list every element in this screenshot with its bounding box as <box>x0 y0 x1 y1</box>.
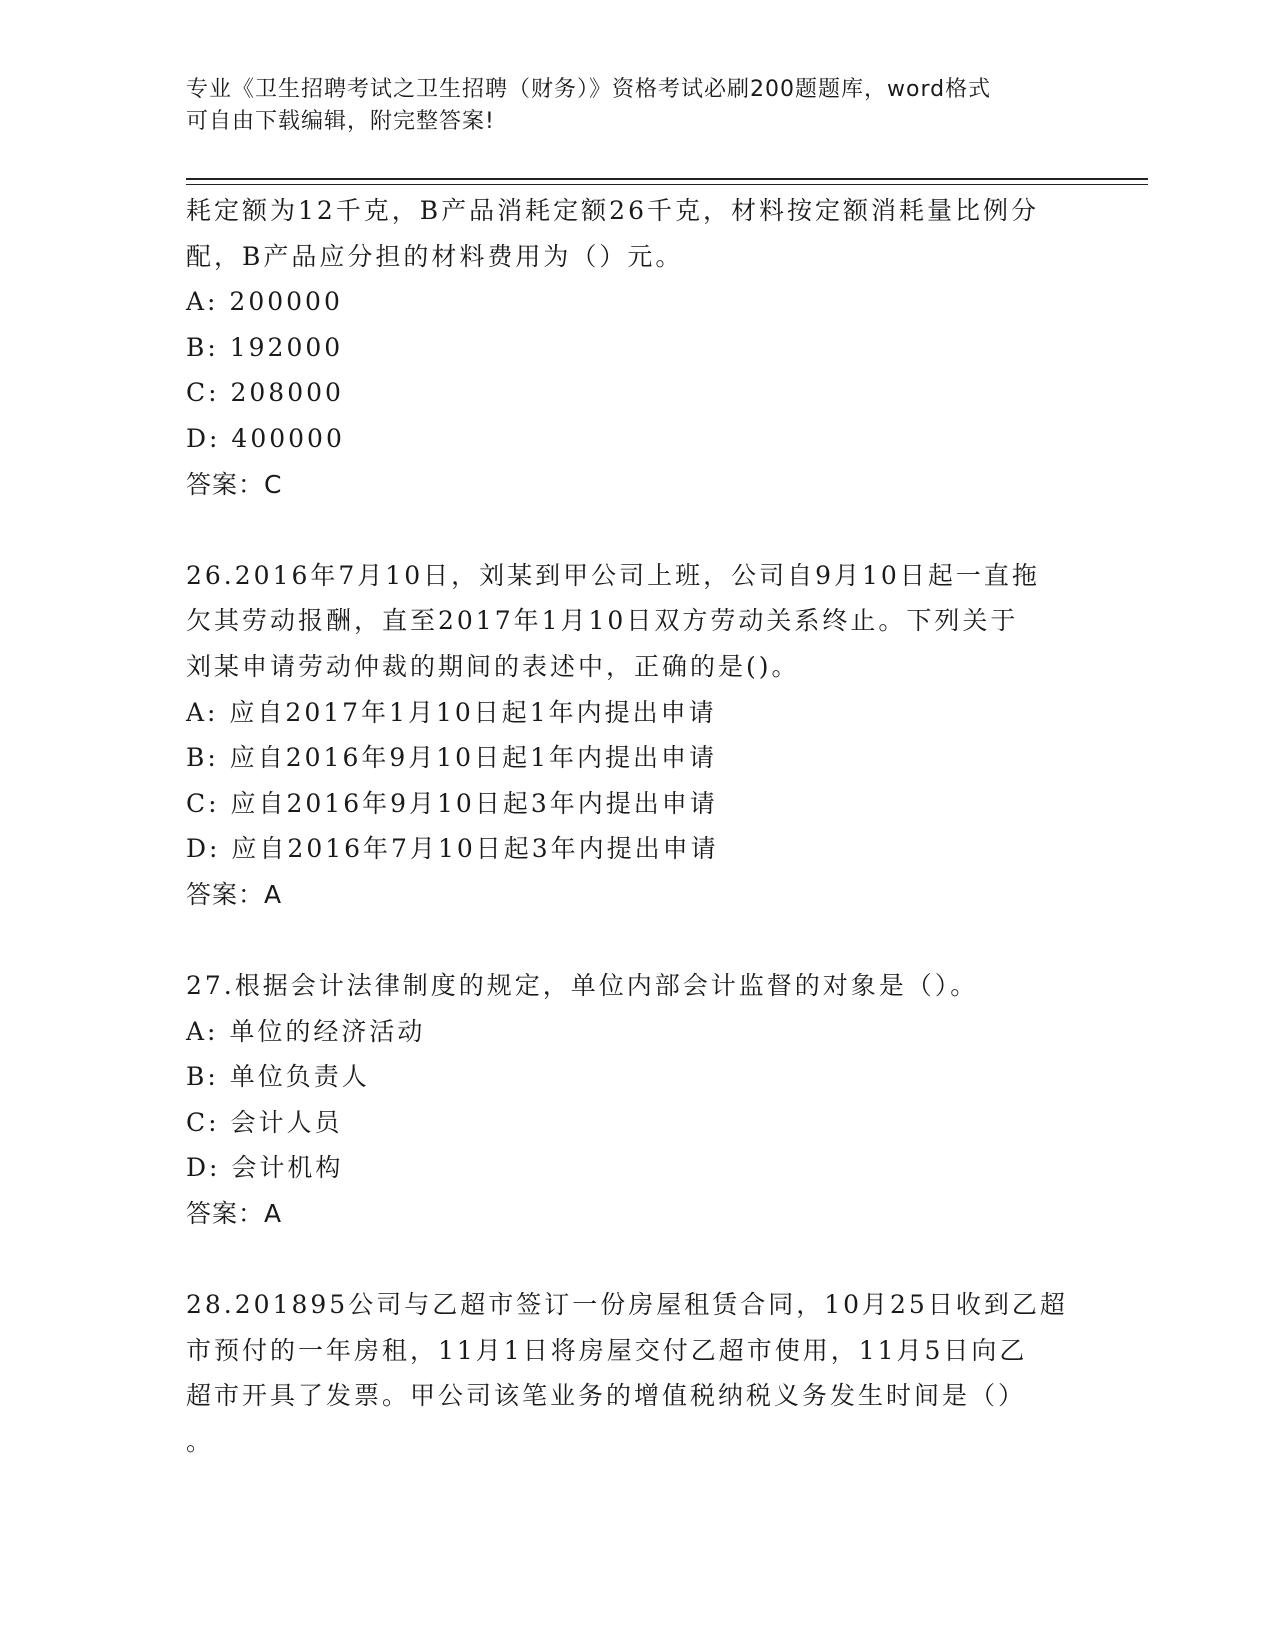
question-stem: 刘某申请劳动仲裁的期间的表述中，正确的是()。 <box>186 651 800 681</box>
option-d: D: 会计机构 <box>186 1153 344 1183</box>
spacer <box>186 507 1086 553</box>
answer: 答案：A <box>186 879 283 909</box>
question-28 <box>186 1282 1086 1464</box>
question-stem: 欠其劳动报酬，直至2017年1月10日双方劳动关系终止。下列关于 <box>186 606 1019 636</box>
header-line-2: 可自由下载编辑，附完整答案! <box>186 109 495 134</box>
header-line-1: 专业《卫生招聘考试之卫生招聘（财务）》资格考试必刷200题题库，word格式 <box>186 77 992 102</box>
option-c: C: 应自2016年9月10日起3年内提出申请 <box>186 788 718 818</box>
option-a: A: 应自2017年1月10日起1年内提出申请 <box>186 697 717 727</box>
question-stem: 26.2016年7月10日，刘某到甲公司上班，公司自9月10日起一直拖 <box>186 560 1040 590</box>
spacer <box>186 1237 1086 1283</box>
question-26 <box>186 553 1086 918</box>
option-c: C: 208000 <box>186 378 344 408</box>
option-b: B: 单位负责人 <box>186 1062 370 1092</box>
question-stem: 27.根据会计法律制度的规定，单位内部会计监督的对象是（）。 <box>186 971 979 1001</box>
option-a: A: 200000 <box>186 287 343 317</box>
option-b: B: 192000 <box>186 332 344 362</box>
answer: 答案：A <box>186 1199 283 1229</box>
question-stem: 超市开具了发票。甲公司该笔业务的增值税纳税义务发生时间是（） <box>186 1381 1027 1411</box>
question-stem: 。 <box>186 1427 215 1457</box>
option-b: B: 应自2016年9月10日起1年内提出申请 <box>186 743 717 773</box>
question-list <box>186 188 1086 1465</box>
option-d: D: 400000 <box>186 423 345 453</box>
question-stem: 28.201895公司与乙超市签订一份房屋租赁合同，10月25日收到乙超 <box>186 1290 1068 1320</box>
question-27 <box>186 963 1086 1237</box>
option-a: A: 单位的经济活动 <box>186 1016 426 1046</box>
header-rule-thick <box>186 178 1148 180</box>
answer: 答案：C <box>186 469 283 499</box>
option-c: C: 会计人员 <box>186 1107 343 1137</box>
option-d: D: 应自2016年7月10日起3年内提出申请 <box>186 834 719 864</box>
question-25 <box>186 188 1086 507</box>
document-header <box>186 74 1086 138</box>
question-stem: 耗定额为12千克，B产品消耗定额26千克，材料按定额消耗量比例分 <box>186 196 1039 225</box>
spacer <box>186 918 1086 964</box>
question-stem: 市预付的一年房租，11月1日将房屋交付乙超市使用，11月5日向乙 <box>186 1335 1028 1365</box>
header-rule-thin <box>186 184 1148 185</box>
question-stem: 配，B产品应分担的材料费用为（）元。 <box>186 241 684 271</box>
